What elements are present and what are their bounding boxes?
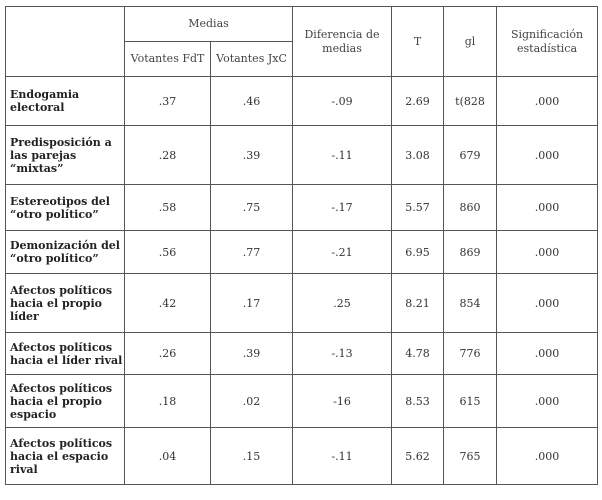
- cell-fdt: .37: [125, 77, 211, 126]
- table-row: [6, 274, 598, 333]
- table-row: [6, 375, 598, 428]
- cell-t: 6.95: [392, 231, 444, 274]
- cell-diff: -16: [293, 375, 392, 428]
- header-votantes-fdt: Votantes FdT: [125, 42, 211, 77]
- cell-sig: .000: [497, 231, 598, 274]
- cell-sig: .000: [497, 333, 598, 375]
- table-row: [6, 77, 598, 126]
- table-row: [6, 333, 598, 375]
- cell-jxc: .02: [211, 375, 293, 428]
- header-diferencia: Diferencia de medias: [293, 7, 392, 77]
- cell-t: 3.08: [392, 126, 444, 185]
- cell-diff: -.21: [293, 231, 392, 274]
- cell-diff: -.17: [293, 185, 392, 231]
- row-label: Predisposición a las parejas “mixtas”: [6, 126, 125, 185]
- cell-gl: 615: [444, 375, 497, 428]
- cell-fdt: .04: [125, 428, 211, 485]
- row-label: Afectos políticos hacia el propio espacio: [6, 375, 125, 428]
- cell-diff: -.11: [293, 126, 392, 185]
- cell-fdt: .42: [125, 274, 211, 333]
- cell-t: 2.69: [392, 77, 444, 126]
- cell-sig: .000: [497, 274, 598, 333]
- cell-gl: t(828: [444, 77, 497, 126]
- cell-fdt: .18: [125, 375, 211, 428]
- table-row: [6, 126, 598, 185]
- header-significacion: Significación estadística: [497, 7, 598, 77]
- cell-jxc: .75: [211, 185, 293, 231]
- header-empty-cell: [6, 7, 125, 77]
- row-label: Afectos políticos hacia el líder rival: [6, 333, 125, 375]
- cell-jxc: .39: [211, 333, 293, 375]
- table-row: [6, 185, 598, 231]
- cell-gl: 860: [444, 185, 497, 231]
- cell-sig: .000: [497, 375, 598, 428]
- row-label: Afectos políticos hacia el espacio rival: [6, 428, 125, 485]
- cell-t: 8.53: [392, 375, 444, 428]
- cell-sig: .000: [497, 126, 598, 185]
- cell-jxc: .15: [211, 428, 293, 485]
- cell-fdt: .26: [125, 333, 211, 375]
- cell-jxc: .17: [211, 274, 293, 333]
- cell-diff: -.09: [293, 77, 392, 126]
- cell-gl: 869: [444, 231, 497, 274]
- header-medias: Medias: [125, 7, 293, 42]
- cell-gl: 765: [444, 428, 497, 485]
- table-row: [6, 231, 598, 274]
- cell-fdt: .56: [125, 231, 211, 274]
- cell-fdt: .28: [125, 126, 211, 185]
- cell-diff: -.13: [293, 333, 392, 375]
- cell-jxc: .46: [211, 77, 293, 126]
- cell-fdt: .58: [125, 185, 211, 231]
- table-row: [6, 428, 598, 485]
- cell-t: 8.21: [392, 274, 444, 333]
- cell-sig: .000: [497, 185, 598, 231]
- row-label: Estereotipos del “otro político”: [6, 185, 125, 231]
- cell-sig: .000: [497, 77, 598, 126]
- cell-sig: .000: [497, 428, 598, 485]
- row-label: Demonización del “otro político”: [6, 231, 125, 274]
- cell-diff: .25: [293, 274, 392, 333]
- row-label: Afectos políticos hacia el propio líder: [6, 274, 125, 333]
- cell-jxc: .39: [211, 126, 293, 185]
- row-label: Endogamia electoral: [6, 77, 125, 126]
- cell-gl: 679: [444, 126, 497, 185]
- cell-gl: 854: [444, 274, 497, 333]
- header-votantes-jxc: Votantes JxC: [211, 42, 293, 77]
- cell-t: 5.62: [392, 428, 444, 485]
- results-table: [5, 6, 598, 485]
- cell-t: 4.78: [392, 333, 444, 375]
- cell-t: 5.57: [392, 185, 444, 231]
- cell-diff: -.11: [293, 428, 392, 485]
- header-gl: gl: [444, 7, 497, 77]
- cell-gl: 776: [444, 333, 497, 375]
- cell-jxc: .77: [211, 231, 293, 274]
- header-t: T: [392, 7, 444, 77]
